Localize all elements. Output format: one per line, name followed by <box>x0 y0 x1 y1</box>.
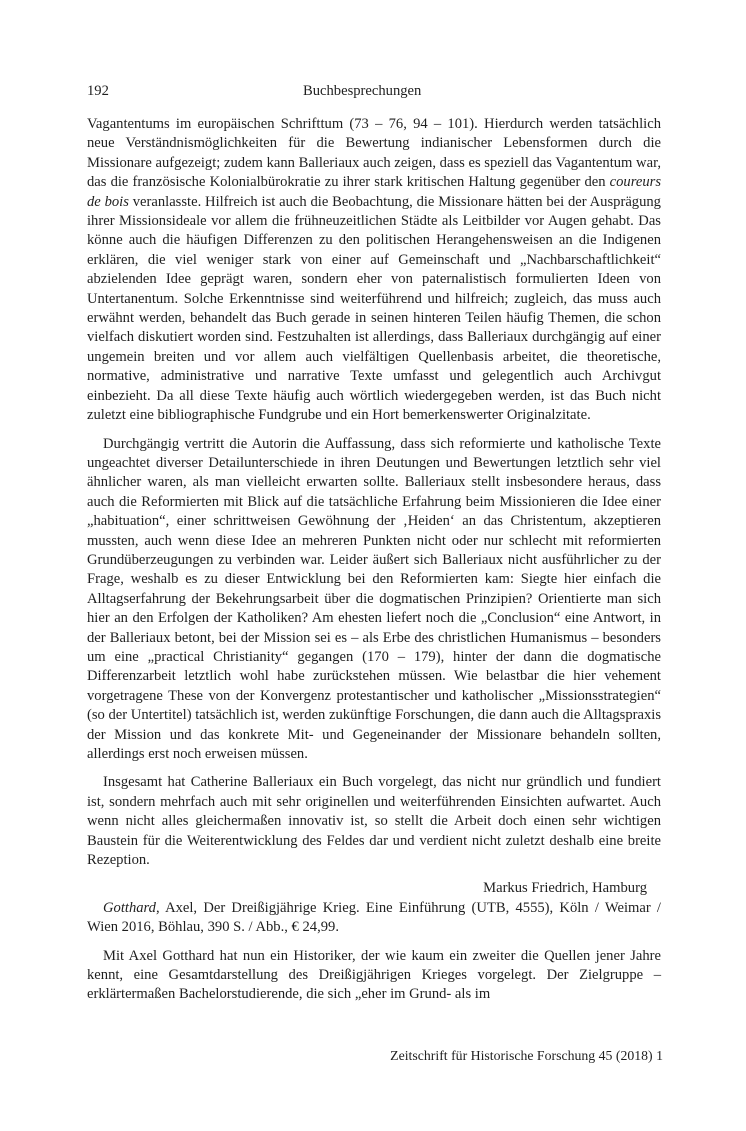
next-review-opening-text: Mit Axel Gotthard hat nun ein Historiker, der wie kaum ein zweiter die Quellen jener Jahre kennt, eine Gesamtdarstellung des Dreißigjährigen Krieges vorgelegt. Der Zielgruppe – erklärtermaßen Bachelorstudierende, die sich „eher im Grund- als im <box>87 947 661 1003</box>
paragraph-3-text: Insgesamt hat Catherine Balleriaux ein Buch vorgelegt, das nicht nur gründlich und fundiert ist, sondern mehrfach auch mit sehr originellen und weiterführenden Einsichten aufwartet. Auch wenn nicht alles gleichermaßen innovativ ist, so stellt die Arbeit doch einen sehr wichtigen Baustein für die Weiterentwicklung des Feldes dar und verdient nicht zuletzt deshalb eine breite Rezeption. <box>87 774 661 869</box>
next-review-opening <box>87 947 661 1005</box>
book-author-lastname: Gotthard <box>103 899 156 916</box>
paragraph-1-text-b: veranlasste. Hilfreich ist auch die Beobachtung, die Missionare hätten bei der Ausprägung ihrer Missionsideale vor allem die frühneuzeitlichen Städte als Leitbilder vor Augen gehabt. Das könne auch die häufigen Differenzen zu den politischen Herangehensweisen an die Indigenen erklären, die viel weniger stark von einer auf Gemeinschaft und „Nachbarschaftlichkeit“ abzielenden Idee geprägt waren, sondern eher von paternalistisch formulierten Ideen von Untertanentum. Solche Erkenntnisse sind weiterführend und hilfreich; zugleich, das muss auch erwähnt werden, behandelt das Buch gerade in seinen hinteren Teilen häufig Themen, die schon vielfach diskutiert worden sind. Festzuhalten ist allerdings, dass Balleriaux durchgängig auf einer ungemein breiten und vor allem auch vielfältigen Quellenbasis arbeitet, die theoretische, normative, administrative und narrative Texte umfasst und gelegentlich auch Archivgut einbezieht. Da all diese Texte häufig auch wörtlich wiedergegeben werden, ist das Buch nicht zuletzt eine bibliographische Fundgrube und ein Hort bemerkenswerter Originalzitate. <box>87 193 661 424</box>
review-paragraph-3 <box>87 773 661 870</box>
review-paragraph-1 <box>87 115 661 426</box>
page-number: 192 <box>87 83 109 99</box>
book-citation <box>87 899 661 938</box>
paragraph-2-text: Durchgängig vertritt die Autorin die Auffassung, dass sich reformierte und katholische Texte ungeachtet diverser Detailunterschiede in ihren Deutungen und Bewertungen letztlich sehr viel ähnlicher waren, als man vielleicht erwarten sollte. Balleriaux stellt insbesondere heraus, dass auch die Reformierten mit Blick auf die tatsächliche Erfahrung beim Missionieren die Idee einer „habituation“, einer schrittweisen Gewöhnung der ‚Heiden‘ an das Christentum, akzeptieren mussten, auch wenn diese Idee an mehreren Punkten nicht oder nur schlecht mit reformierten Grundüberzeugungen zu verbinden war. Leider äußert sich Balleriaux nicht ausführlicher zu der Frage, weshalb es zu dieser Entwicklung bei den Reformierten kam: Siegte hier einfach die Alltagserfahrung der Bekehrungsarbeit über die dogmatischen Prinzipien? Orientierte man sich hier an den Erfolgen der Katholiken? Am ehesten liefert noch die „Conclusion“ eine Antwort, in der Balleriaux betont, bei der Mission sei es – als Erbe des christlichen Humanismus – besonders um eine „practical Christianity“ gegangen (170 – 179), hinter der dann die dogmatische Differenzarbeit letztlich wohl habe zurückstehen müssen. Wie belastbar die hier vehement vorgetragene These von der Konvergenz protestantischer und katholischer „Missionsstrategien“ (so der Untertitel) tatsächlich ist, werden zukünftige Forschungen, die dann auch die Alltagspraxis der Mission und das konkrete Mit- und Gegeneinander der Missionare behandeln sollten, allerdings erst noch erweisen müssen. <box>87 435 661 762</box>
italic-term: coureurs de bois <box>87 174 661 210</box>
reviewer-signature: Markus Friedrich, Hamburg <box>483 880 647 897</box>
main-text <box>87 115 661 1014</box>
book-citation-details: , Axel, Der Dreißigjährige Krieg. Eine Einführung (UTB, 4555), Köln / Weimar / Wien 2016, Böhlau, 390 S. / Abb., € 24,99. <box>87 899 661 936</box>
running-title: Buchbesprechungen <box>303 83 422 99</box>
paragraph-1-text-a: Vagantentums im europäischen Schrifttum (73 – 76, 94 – 101). Hierdurch werden tatsächlich neue Verständnismöglichkeiten für die Bewertung indianischer Lebensformen durch die Missionare aufgezeigt; zudem kann Balleriaux auch zeigen, dass es speziell das Vagantentum war, das die französische Kolonialbürokratie zu ihrer stark kritischen Haltung gegenüber den <box>87 116 661 191</box>
journal-footer: Zeitschrift für Historische Forschung 45 (2018) 1 <box>390 1048 663 1063</box>
review-paragraph-2 <box>87 435 661 765</box>
